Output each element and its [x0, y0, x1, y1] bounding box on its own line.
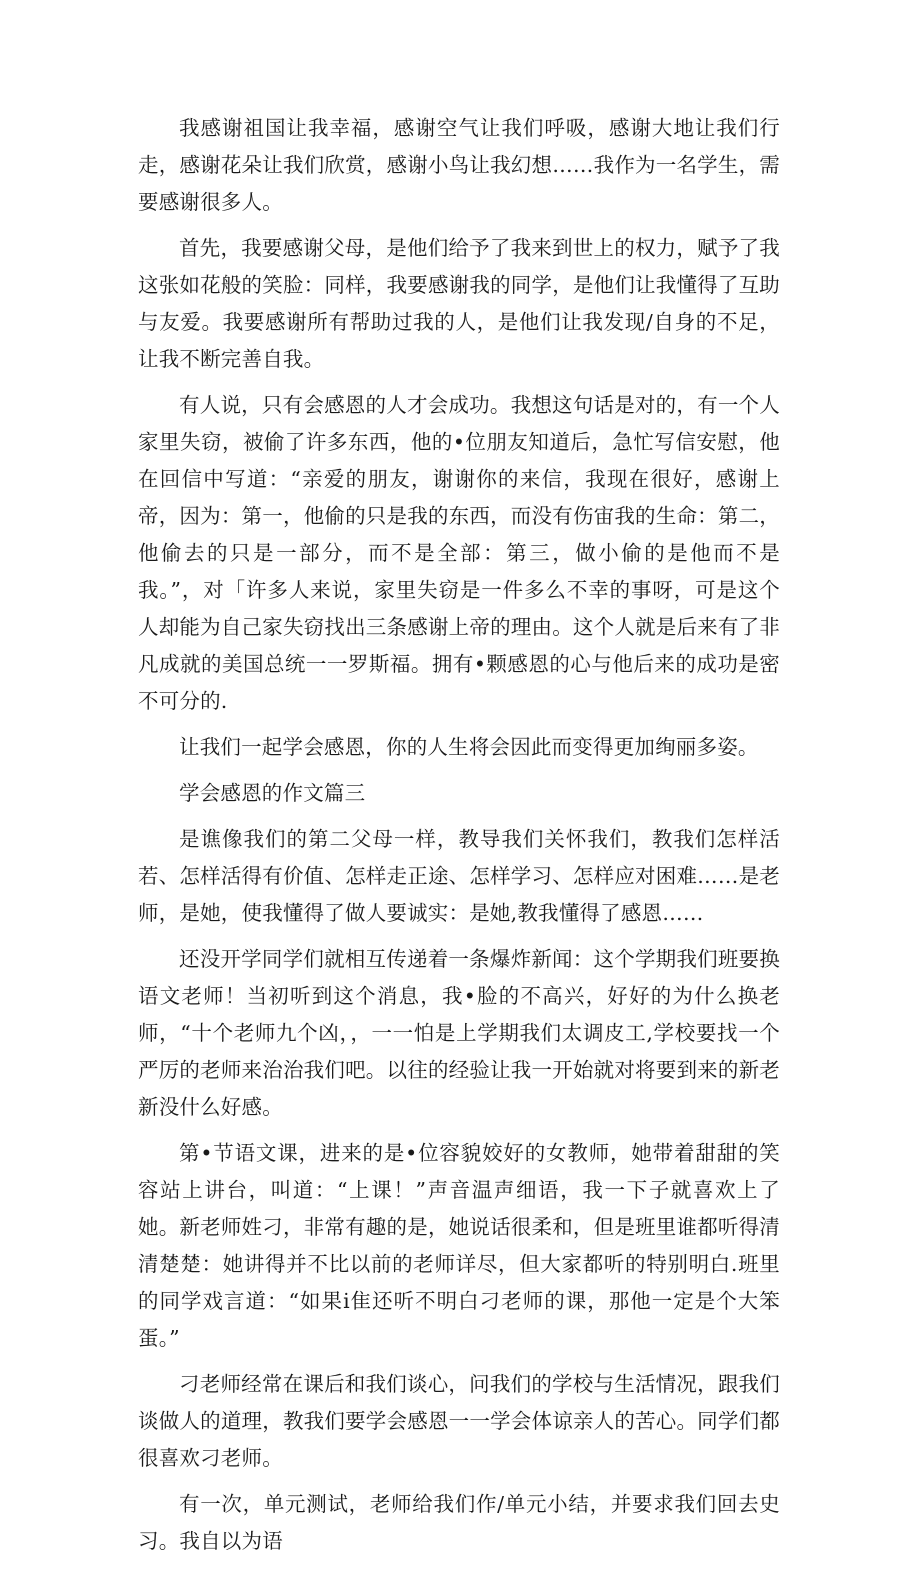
paragraph-teacher-intro: 是谯像我们的第二父母一样，教导我们关怀我们，教我们怎样活若、怎样活得有价值、怎样走正途、怎样学习、怎样应对困难……是老师，是她，使我懂得了做人要诚实：是她,教我懂得了感恩……: [138, 827, 780, 925]
paragraph-gratitude-intro: 我感谢祖国让我幸福，感谢空气让我们呼吸，感谢大地让我们行走，感谢花朵让我们欣赏，感谢小鸟让我幻想……我作为一名学生，需要感谢很多人。: [138, 116, 780, 214]
paragraph-learn-gratitude: 让我们一起学会感恩，你的人生将会因此而变得更加绚丽多姿。: [179, 735, 759, 759]
section-title-essay-three: 学会感恩的作文篇三: [179, 781, 366, 805]
paragraph-new-teacher-news: 还没开学同学们就相互传递着一条爆炸新闻：这个学期我们班要换语文老师！当初听到这个消息，我•脸的不高兴，好好的为什么换老师，“十个老师九个凶，，一一怕是上学期我们太调皮工,学校要找一个严厉的老师来治治我们吧。以往的经验让我一开始就对将要到来的新老新没什么好感。: [138, 947, 780, 1119]
paragraph-first-class: 第•节语文课，进来的是•位容貌姣好的女教师，她带着甜甜的笑容站上讲台，叫道：“上课！”声音温声细语，我一下子就喜欢上了她。新老师姓刁，非常有趣的是，她说话很柔和，但是班里谁都听得清清楚楚：她讲得并不比以前的老师详尽，但大家都听的特别明白.班里的同学戏言道：“如果i隹还听不明白刁老师的课，那他一定是个大笨蛋。”: [138, 1141, 780, 1350]
paragraph-roosevelt-story: 有人说，只有会感恩的人才会成功。我想这句话是对的，有一个人家里失窃，被偷了许多东西，他的•位朋友知道后，急忙写信安慰，他在回信中写道：“亲爱的朋友，谢谢你的来信，我现在很好，感谢上帝，因为：第一，他偷的只是我的东西，而没有伤宙我的生命：第二，他偷去的只是一部分，而不是全部：第三，做小偷的是他而不是我。”，对「许多人来说，家里失窃是一件多么不幸的事呀，可是这个人却能为自己家失窃找出三条感谢上帝的理由。这个人就是后来有了非凡成就的美国总统一一罗斯福。拥有•颗感恩的心与他后来的成功是密不可分的.: [138, 393, 780, 713]
paragraph-teacher-talks: 刁老师经常在课后和我们谈心，问我们的学校与生活情况，跟我们谈做人的道理，教我们要学会感恩一一学会体谅亲人的苦心。同学们都很喜欢刁老师。: [138, 1372, 780, 1470]
paragraph-thank-parents: 首先，我要感谢父母，是他们给予了我来到世上的权力，赋予了我这张如花般的笑脸：同样，我要感谢我的同学，是他们让我懂得了互助与友爱。我要感谢所有帮助过我的人，是他们让我发现/自身的不足，让我不断完善自我。: [138, 236, 780, 371]
document-page: [138, 110, 780, 1569]
paragraph-unit-test: 有一次，单元测试，老师给我们作/单元小结，并要求我们回去史习。我自以为语: [138, 1492, 780, 1553]
